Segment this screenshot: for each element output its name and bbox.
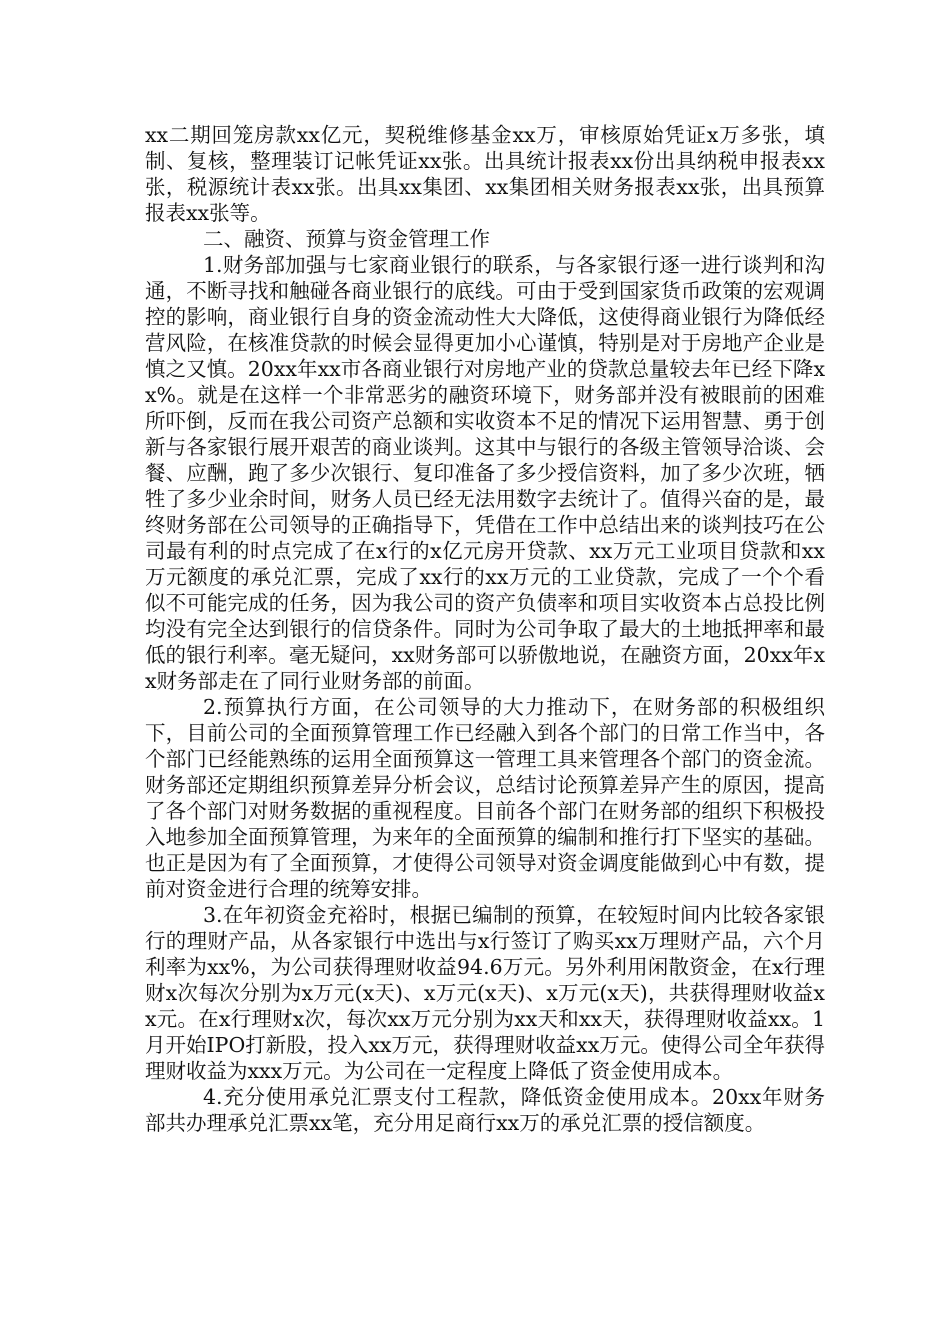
- section-heading: 二、融资、预算与资金管理工作: [203, 227, 490, 251]
- paragraph-intro: xx二期回笼房款xx亿元，契税维修基金xx万，审核原始凭证x万多张，填制、复核，整理装订记帐凭证xx张。出具统计报表xx份出具纳税申报表xx张，税源统计表xx张。出具xx集团、xx集团相关财务报表xx张，出具预算报表xx张等。: [145, 123, 825, 225]
- paragraph-financing: 1.财务部加强与七家商业银行的联系，与各家银行逐一进行谈判和沟通，不断寻找和触碰各商业银行的底线。可由于受到国家货币政策的宏观调控的影响，商业银行自身的资金流动性大大降低，这使得商业银行为降低经营风险，在核准贷款的时候会显得更加小心谨慎，特别是对于房地产企业是慎之又慎。20xx年xx市各商业银行对房地产业的贷款总量较去年已经下降xx%。就是在这样一个非常恶劣的融资环境下，财务部并没有被眼前的困难所吓倒，反而在我公司资产总额和实收资本不足的情况下运用智慧、勇于创新与各家银行展开艰苦的商业谈判。这其中与银行的各级主管领导洽谈、会餐、应酬，跑了多少次银行、复印准备了多少授信资料，加了多少次班，牺牲了多少业余时间，财务人员已经无法用数字去统计了。值得兴奋的是，最终财务部在公司领导的正确指导下，凭借在工作中总结出来的谈判技巧在公司最有利的时点完成了在x行的x亿元房开贷款、xx万元工业项目贷款和xx万元额度的承兑汇票，完成了xx行的xx万元的工业贷款，完成了一个个看似不可能完成的任务，因为我公司的资产负债率和项目实收资本占总投比例均没有完全达到银行的信贷条件。同时为公司争取了最大的土地抵押率和最低的银行利率。毫无疑问，xx财务部可以骄傲地说，在融资方面，20xx年xx财务部走在了同行业财务部的前面。: [145, 253, 825, 693]
- document-body: [145, 122, 825, 1136]
- paragraph-wealth-management: 3.在年初资金充裕时，根据已编制的预算，在较短时间内比较各家银行的理财产品，从各家银行中选出与x行签订了购买xx万理财产品，六个月利率为xx%，为公司获得理财收益94.6万元。另外利用闲散资金，在x行理财x次每次分别为x万元(x天)、x万元(x天)、x万元(x天)，共获得理财收益xx元。在x行理财x次，每次xx万元分别为xx天和xx天，获得理财收益xx。1月开始IPO打新股，投入xx万元，获得理财收益xx万元。使得公司全年获得理财收益为xxx万元。为公司在一定程度上降低了资金使用成本。: [145, 903, 825, 1083]
- paragraph-acceptance-bills: 4.充分使用承兑汇票支付工程款，降低资金使用成本。20xx年财务部共办理承兑汇票xx笔，充分用足商行xx万的承兑汇票的授信额度。: [145, 1085, 825, 1135]
- paragraph-budget: 2.预算执行方面，在公司领导的大力推动下，在财务部的积极组织下，目前公司的全面预算管理工作已经融入到各个部门的日常工作当中，各个部门已经能熟练的运用全面预算这一管理工具来管理各个部门的资金流。财务部还定期组织预算差异分析会议，总结讨论预算差异产生的原因，提高了各个部门对财务数据的重视程度。目前各个部门在财务部的组织下积极投入地参加全面预算管理，为来年的全面预算的编制和推行打下坚实的基础。也正是因为有了全面预算，才使得公司领导对资金调度能做到心中有数，提前对资金进行合理的统筹安排。: [145, 695, 825, 901]
